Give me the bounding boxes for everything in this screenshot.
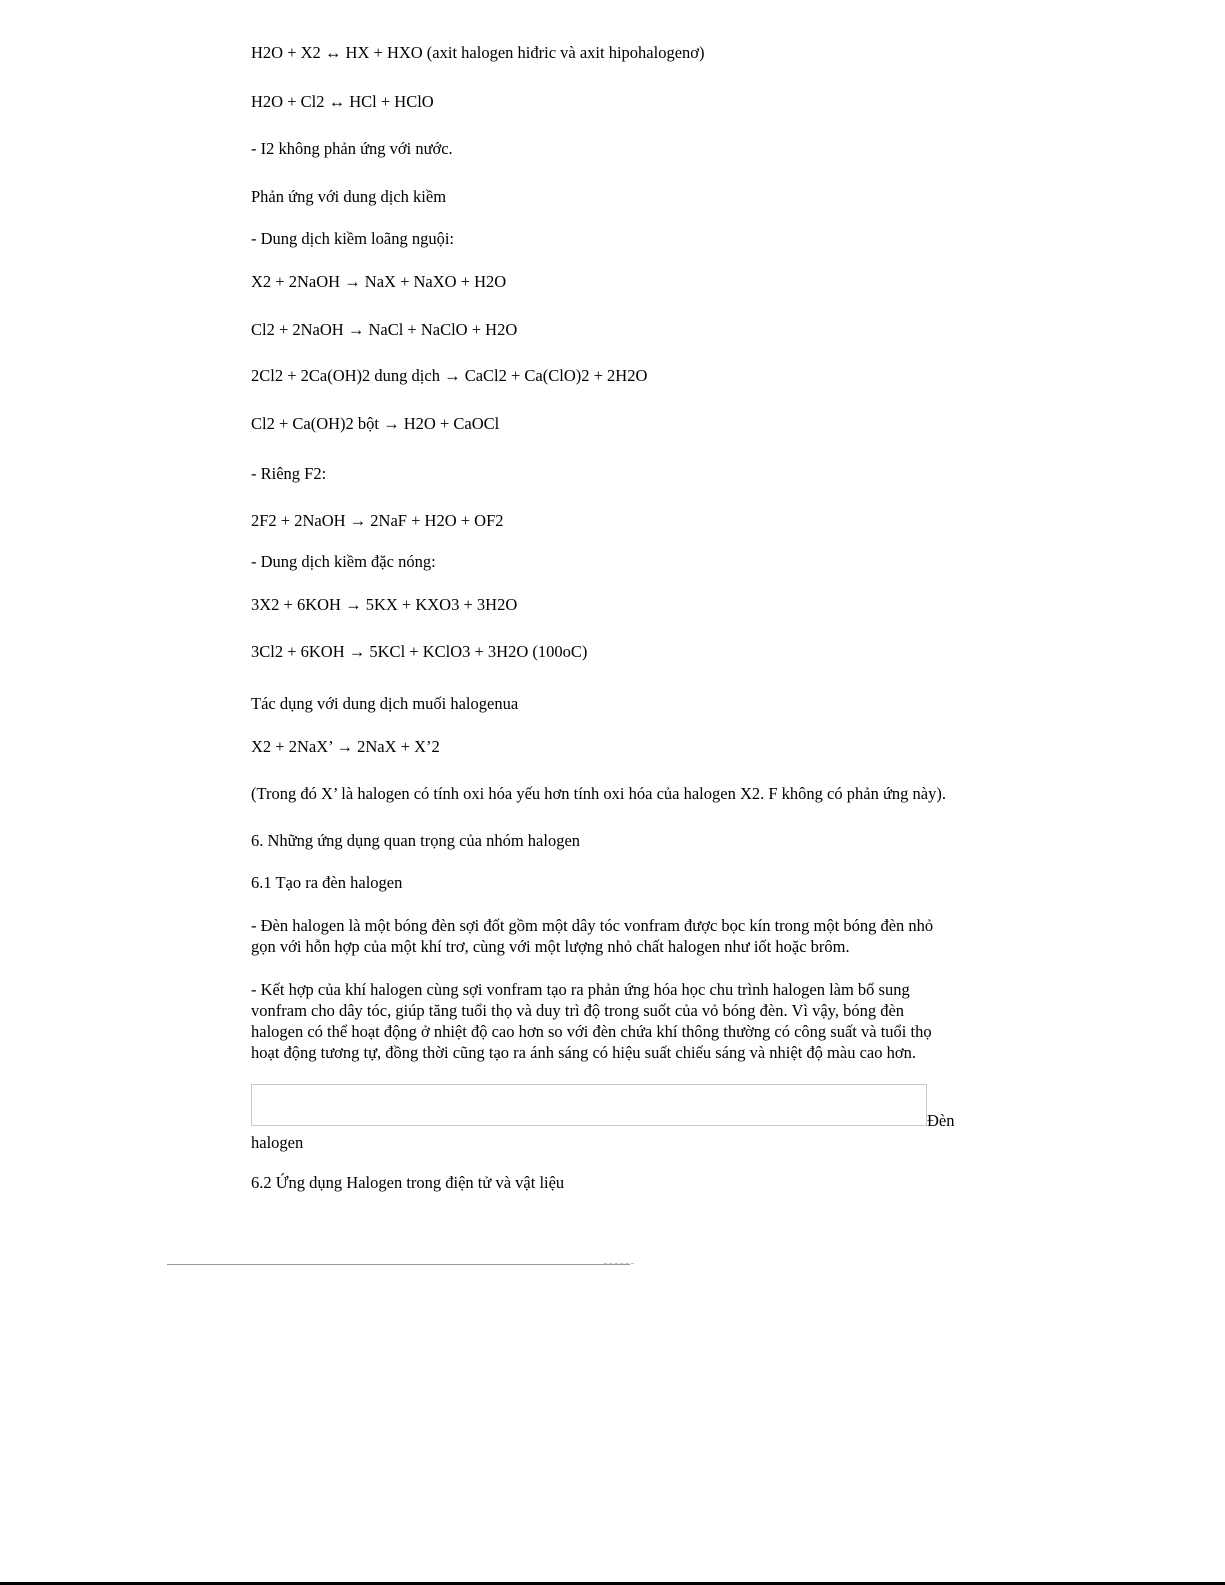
paragraph-line: gọn với hỗn hợp của một khí trơ, cùng với một lượng nhỏ chất halogen như iốt hoặc brôm. — [251, 937, 850, 956]
line-15: Tác dụng với dung dịch muối halogenua — [251, 694, 519, 713]
line-18: 6. Những ứng dụng quan trọng của nhóm halogen — [251, 831, 581, 850]
line-2: H2O + Cl2 ↔ HCl + HClO — [251, 92, 434, 111]
paragraph-line: - Kết hợp của khí halogen cùng sợi vonfram tạo ra phản ứng hóa học chu trình halogen làm bổ sung — [251, 980, 910, 999]
image-caption-left: halogen — [251, 1133, 304, 1152]
line-1: H2O + X2 ↔ HX + HXO (axit halogen hiđric và axit hipohalogenơ) — [251, 43, 705, 62]
line-13: 3X2 + 6KOH → 5KX + KXO3 + 3H2O — [251, 595, 518, 614]
line-3: - I2 không phản ứng với nước. — [251, 139, 453, 158]
image-placeholder — [251, 1084, 927, 1126]
paragraph-line: hoạt động tương tự, đồng thời cũng tạo ra ánh sáng có hiệu suất chiếu sáng và nhiệt độ màu cao hơn. — [251, 1043, 916, 1062]
line-17: (Trong đó X’ là halogen có tính oxi hóa yếu hơn tính oxi hóa của halogen X2. F không có phản ứng này). — [251, 784, 946, 803]
line-11: 2F2 + 2NaOH → 2NaF + H2O + OF2 — [251, 511, 504, 530]
line-12: - Dung dịch kiềm đặc nóng: — [251, 552, 436, 571]
paragraph-line: halogen có thể hoạt động ở nhiệt độ cao hơn so với đèn chứa khí thông thường có công suất và tuổi thọ — [251, 1022, 932, 1041]
line-19: 6.1 Tạo ra đèn halogen — [251, 873, 403, 892]
line-16: X2 + 2NaX’ → 2NaX + X’2 — [251, 737, 440, 756]
footnote-rule — [167, 1264, 630, 1265]
line-5: - Dung dịch kiềm loãng nguội: — [251, 229, 455, 248]
line-6: X2 + 2NaOH → NaX + NaXO + H2O — [251, 272, 507, 291]
footnote-rule-tail — [604, 1263, 634, 1264]
paragraph-halogen-cycle — [251, 979, 991, 1063]
paragraph-line: - Đèn halogen là một bóng đèn sợi đốt gồm một dây tóc vonfram được bọc kín trong một bóng đèn nhỏ — [251, 916, 934, 935]
line-14: 3Cl2 + 6KOH → 5KCl + KClO3 + 3H2O (100oC) — [251, 642, 588, 661]
section-heading-6-2: 6.2 Ứng dụng Halogen trong điện tử và vật liệu — [251, 1173, 565, 1192]
line-7: Cl2 + 2NaOH → NaCl + NaClO + H2O — [251, 320, 518, 339]
line-9: Cl2 + Ca(OH)2 bột → H2O + CaOCl — [251, 414, 500, 433]
line-10: - Riêng F2: — [251, 464, 327, 483]
paragraph-line: vonfram cho dây tóc, giúp tăng tuổi thọ và duy trì độ trong suốt của vỏ bóng đèn. Vì vậy, bóng đèn — [251, 1001, 905, 1020]
image-caption-right: Đèn — [927, 1111, 955, 1130]
line-4: Phản ứng với dung dịch kiềm — [251, 187, 447, 206]
line-8: 2Cl2 + 2Ca(OH)2 dung dịch → CaCl2 + Ca(ClO)2 + 2H2O — [251, 366, 648, 385]
paragraph-halogen-lamp — [251, 915, 991, 957]
